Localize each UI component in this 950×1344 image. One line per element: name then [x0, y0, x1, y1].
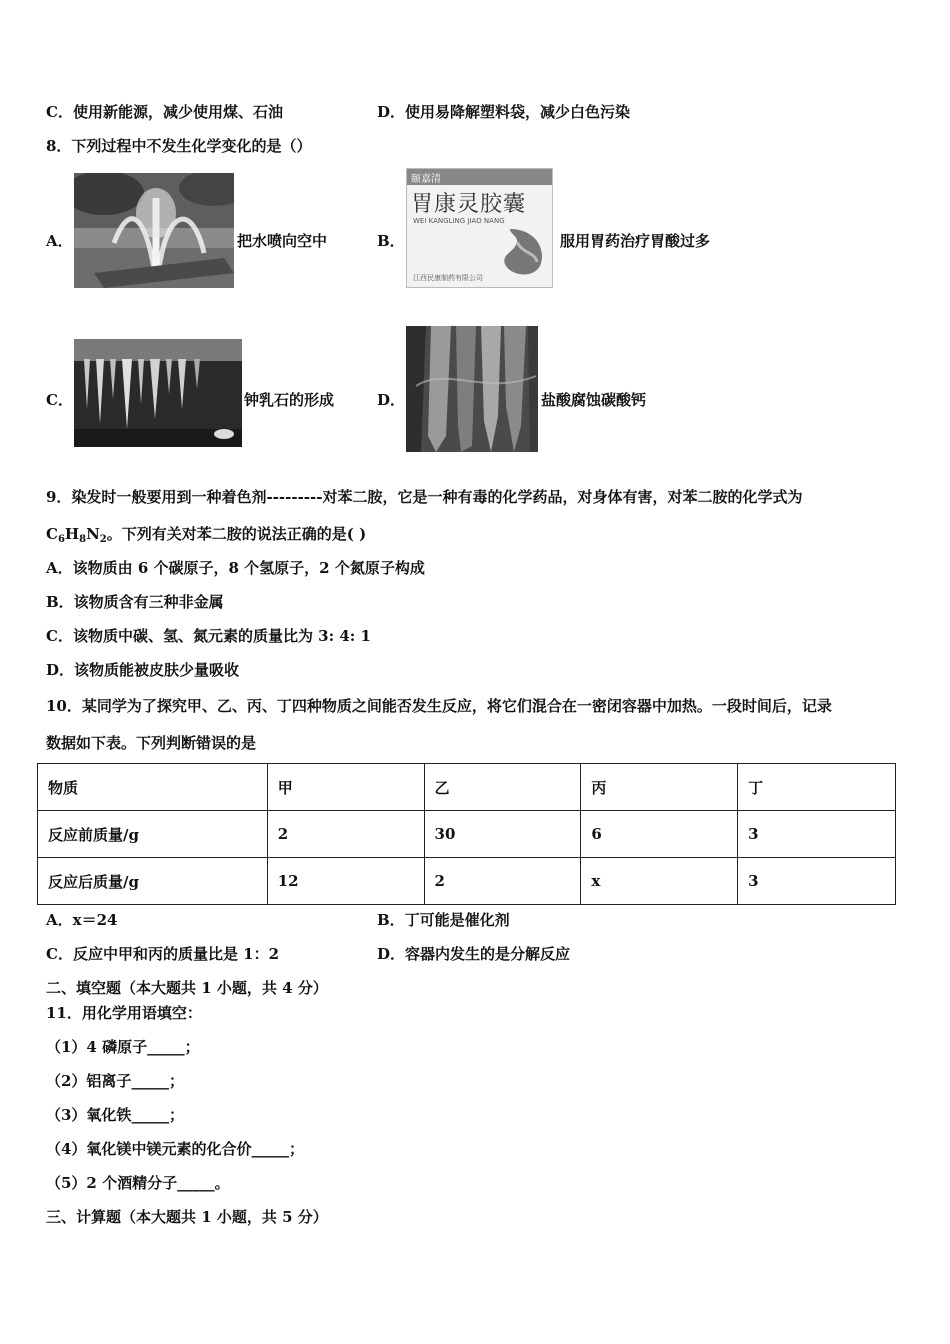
q11-stem: 11．用化学用语填空：: [46, 1004, 202, 1022]
table-cell: 2: [267, 811, 424, 858]
table-cell: 反应后质量/g: [38, 858, 268, 905]
table-cell: x: [581, 858, 738, 905]
table-cell: 3: [738, 858, 896, 905]
stomach-icon: [495, 224, 550, 279]
q8-option-b-label: B．: [377, 232, 405, 250]
formula: $C_6H_8N_2$: [46, 525, 107, 545]
table-cell: 6: [581, 811, 738, 858]
q9-stem-line1: 9．染发时一般要用到一种着色剂---------对苯二胺，它是一种有毒的化学药品，对身体有害，对苯二胺的化学式为: [46, 488, 803, 506]
q8-option-d-label: D．: [377, 391, 406, 409]
q8-option-b-text: 服用胃药治疗胃酸过多: [560, 232, 711, 250]
q7-option-d: D．使用易降解塑料袋，减少白色污染: [377, 103, 631, 121]
table-cell: 2: [424, 858, 581, 905]
medicine-pinyin: WEI KANGLING JIAO NANG: [413, 217, 505, 225]
q11-item-4: （4）氧化镁中镁元素的化合价_____；: [46, 1140, 304, 1158]
table-row: [38, 858, 896, 905]
q8-option-a-label: A．: [46, 232, 73, 250]
table-header-cell: 丁: [738, 764, 896, 811]
stalactite-cave-image: [74, 339, 242, 447]
table-header-row: [38, 764, 896, 811]
limestone-formation-image: [406, 326, 538, 452]
medicine-box-image: [406, 168, 553, 288]
q8-option-a-text: 把水喷向空中: [237, 232, 328, 250]
mass-data-table: [37, 763, 896, 905]
q10-option-a: A．x＝24: [46, 911, 118, 929]
table-header-cell: 物质: [38, 764, 268, 811]
q11-item-2: （2）铝离子_____；: [46, 1072, 184, 1090]
table-header-cell: 甲: [267, 764, 424, 811]
q8-stem: 8．下列过程中不发生化学变化的是（）: [46, 137, 312, 155]
table-header-cell: 乙: [424, 764, 581, 811]
q8-option-c-label: C．: [46, 391, 73, 409]
table-cell: 30: [424, 811, 581, 858]
q8-option-d-text: 盐酸腐蚀碳酸钙: [541, 391, 647, 409]
medicine-maker: 江西民康制药有限公司: [413, 274, 483, 282]
q8-option-c-text: 钟乳石的形成: [244, 391, 335, 409]
q7-option-c: C．使用新能源，减少使用煤、石油: [46, 103, 283, 121]
q11-item-5: （5）2 个酒精分子_____。: [46, 1174, 230, 1192]
q9-stem-line2: $C_6H_8N_2$。下列有关对苯二胺的说法正确的是( ): [46, 525, 367, 545]
section-3-heading: 三、计算题（本大题共 1 小题，共 5 分）: [46, 1208, 328, 1226]
q9-option-b: B．该物质含有三种非金属: [46, 593, 224, 611]
table-header-cell: 丙: [581, 764, 738, 811]
q9-option-a: A．该物质由 6 个碳原子，8 个氢原子，2 个氮原子构成: [46, 559, 425, 577]
medicine-name: 胃康灵胶囊: [411, 192, 527, 217]
q10-option-d: D．容器内发生的是分解反应: [377, 945, 571, 963]
q11-item-1: （1）4 磷原子_____；: [46, 1038, 200, 1056]
q10-stem-line1: 10．某同学为了探究甲、乙、丙、丁四种物质之间能否发生反应，将它们混合在一密闭容器中加热。一段时间后，记录: [46, 697, 832, 715]
medicine-brand: 颐嘉清: [411, 174, 441, 185]
table-cell: 反应前质量/g: [38, 811, 268, 858]
table-cell: 12: [267, 858, 424, 905]
q10-option-b: B．丁可能是催化剂: [377, 911, 510, 929]
table-row: [38, 811, 896, 858]
q11-item-3: （3）氧化铁_____；: [46, 1106, 184, 1124]
q9-option-c: C．该物质中碳、氢、氮元素的质量比为 3: 4: 1: [46, 627, 371, 645]
q10-option-c: C．反应中甲和丙的质量比是 1：2: [46, 945, 280, 963]
q10-stem-line2: 数据如下表。下列判断错误的是: [46, 734, 257, 752]
table-cell: 3: [738, 811, 896, 858]
section-2-heading: 二、填空题（本大题共 1 小题，共 4 分）: [46, 979, 328, 997]
fountain-image: [74, 173, 234, 288]
q9-option-d: D．该物质能被皮肤少量吸收: [46, 661, 240, 679]
